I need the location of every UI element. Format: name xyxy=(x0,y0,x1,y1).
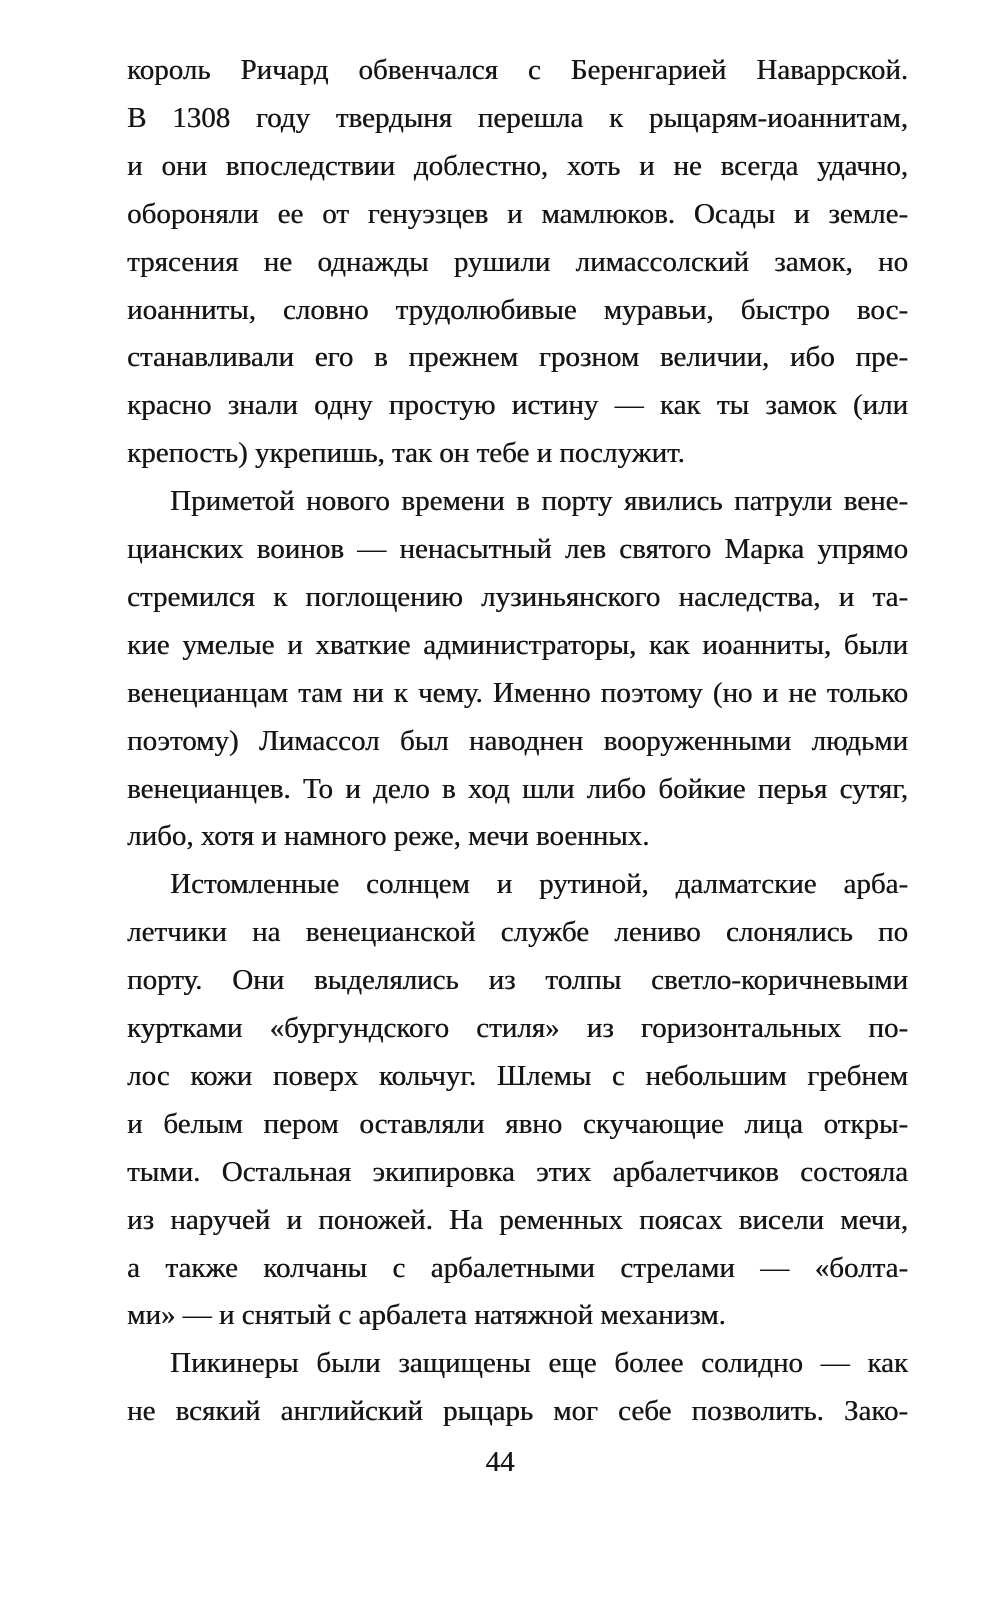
text-line: куртками «бургундского стиля» из горизонтальных по- xyxy=(127,1012,908,1044)
text-line: Пикинеры были защищены еще более солидно — как xyxy=(170,1347,908,1380)
text-line: трясения не однажды рушили лимассолский замок, но xyxy=(127,245,908,278)
text-line: красно знали одну простую истину — как ты замок (или xyxy=(127,389,908,422)
text-line: из наручей и поножей. На ременных поясах висели мечи, xyxy=(127,1203,908,1236)
text-line: лос кожи поверх кольчуг. Шлемы с небольшим гребнем xyxy=(127,1059,908,1092)
text-line: обороняли ее от генуэзцев и мамлюков. Осады и земле- xyxy=(127,197,908,230)
text-line: крепость) укрепишь, так он тебе и послужит. xyxy=(127,437,685,470)
text-line: венецианцев. То и дело в ход шли либо бойкие перья сутяг, xyxy=(127,772,908,805)
text-line: ми» — и снятый с арбалета натяжной механизм. xyxy=(127,1299,726,1332)
text-line: В 1308 году твердыня перешла к рыцарям-иоаннитам, xyxy=(127,101,908,134)
text-line: Истомленные солнцем и рутиной, далматские арба- xyxy=(170,868,908,901)
text-line: летчики на венецианской службе лениво слонялись по xyxy=(127,916,908,949)
text-line: станавливали его в прежнем грозном величии, ибо пре- xyxy=(127,341,908,374)
text-line: порту. Они выделялись из толпы светло-коричневыми xyxy=(127,964,908,997)
text-line: Приметой нового времени в порту явились патрули вене- xyxy=(170,485,908,518)
text-line: а также колчаны с арбалетными стрелами — «болта- xyxy=(127,1251,908,1284)
page-number: 44 xyxy=(485,1446,515,1478)
text-line: король Ричард обвенчался с Беренгарией Наваррской. xyxy=(127,54,908,86)
text-line: либо, хотя и намного реже, мечи военных. xyxy=(127,820,650,853)
text-line: и белым пером оставляли явно скучающие лица откры- xyxy=(127,1107,908,1140)
text-line: иоанниты, словно трудолюбивые муравьи, быстро вос- xyxy=(127,293,908,326)
text-line: венецианцам там ни к чему. Именно поэтому (но и не только xyxy=(127,676,908,709)
text-line: поэтому) Лимассол был наводнен вооруженными людьми xyxy=(127,724,908,757)
text-line: и они впоследствии доблестно, хоть и не всегда удачно, xyxy=(127,149,908,182)
text-line: не всякий английский рыцарь мог себе позволить. Зако- xyxy=(127,1395,908,1428)
text-line: тыми. Остальная экипировка этих арбалетчиков состояла xyxy=(127,1155,908,1188)
text-line: цианских воинов — ненасытный лев святого Марка упрямо xyxy=(127,533,908,565)
text-line: кие умелые и хваткие администраторы, как иоанниты, были xyxy=(127,628,908,661)
text-line: стремился к поглощению лузиньянского наследства, и та- xyxy=(127,580,908,613)
